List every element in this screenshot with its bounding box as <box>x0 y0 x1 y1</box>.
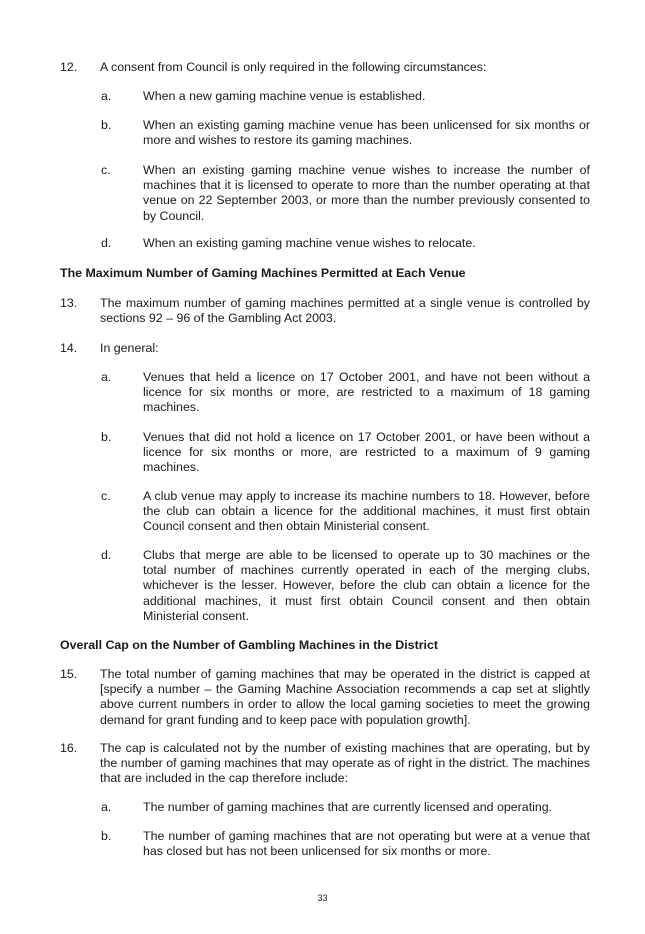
sub-item-text: When a new gaming machine venue is established. <box>143 89 426 103</box>
paragraph-number: 13. <box>60 296 78 310</box>
sub-item-14b <box>101 430 590 476</box>
page-number: 33 <box>317 893 328 903</box>
sub-item-letter: b. <box>101 430 112 444</box>
paragraph-number: 14. <box>60 341 78 355</box>
paragraph-text: In general: <box>100 341 159 355</box>
sub-item-letter: a. <box>101 800 112 814</box>
sub-item-text: When an existing gaming machine venue wishes to relocate. <box>143 236 476 250</box>
sub-item-text: When an existing gaming machine venue has been unlicensed for six months or more and wishes to restore its gaming machines. <box>143 118 590 148</box>
sub-item-text: Clubs that merge are able to be licensed to operate up to 30 machines or the total number of machines currently operated in each of the merging clubs, whichever is the lesser. However, before the club can obtain a licence for the additional machines, it must first obtain Council consent and then obtain Ministerial consent. <box>143 548 590 623</box>
paragraph-text: A consent from Council is only required in the following circumstances: <box>100 60 487 74</box>
sub-item-12c <box>101 163 590 224</box>
paragraph-text: The maximum number of gaming machines permitted at a single venue is controlled by sections 92 – 96 of the Gambling Act 2003. <box>100 296 590 326</box>
sub-item-16a <box>101 800 590 815</box>
sub-item-14c <box>101 489 590 535</box>
sub-item-text: A club venue may apply to increase its machine numbers to 18. However, before the club can obtain a licence for the additional machines, it must first obtain Council consent and then obtain Ministerial consent. <box>143 489 590 534</box>
paragraph-12 <box>60 60 590 75</box>
sub-item-12b <box>101 118 590 148</box>
paragraph-15 <box>60 667 590 728</box>
sub-item-16b <box>101 829 590 859</box>
sub-item-text: The number of gaming machines that are not operating but were at a venue that has closed but has not been unlicensed for six months or more. <box>143 829 590 859</box>
sub-item-letter: c. <box>101 163 111 177</box>
sub-item-14a <box>101 370 590 416</box>
sub-item-letter: d. <box>101 548 112 562</box>
sub-item-14d <box>101 548 590 624</box>
paragraph-text: The cap is calculated not by the number of existing machines that are operating, but by the number of gaming machines that may operate as of right in the district. The machines that are included in the cap therefore include: <box>100 741 590 786</box>
sub-item-text: The number of gaming machines that are currently licensed and operating. <box>143 800 553 814</box>
sub-item-12a <box>101 89 590 104</box>
sub-item-text: Venues that held a licence on 17 October 2001, and have not been without a licence for six months or more, are restricted to a maximum of 18 gaming machines. <box>143 370 590 415</box>
sub-item-letter: b. <box>101 829 112 843</box>
paragraph-14 <box>60 341 590 356</box>
sub-item-text: When an existing gaming machine venue wishes to increase the number of machines that it is licensed to operate to more than the number operating at that venue on 22 September 2003, or more than the number previously consented to by Council. <box>143 163 590 223</box>
section-heading-overall-cap: Overall Cap on the Number of Gambling Machines in the District <box>60 638 438 652</box>
paragraph-text: The total number of gaming machines that may be operated in the district is capped at [specify a number – the Gaming Machine Association recommends a cap set at slightly above current numbers in order to allow the local gaming societies to meet the growing demand for grant funding and to keep pace with population growth]. <box>100 667 590 727</box>
paragraph-16 <box>60 741 590 787</box>
sub-item-letter: a. <box>101 370 112 384</box>
paragraph-number: 16. <box>60 741 78 755</box>
section-heading-maximum-number: The Maximum Number of Gaming Machines Permitted at Each Venue <box>60 266 466 280</box>
sub-item-12d <box>101 236 590 251</box>
paragraph-number: 15. <box>60 667 78 681</box>
paragraph-13 <box>60 296 590 326</box>
sub-item-letter: a. <box>101 89 112 103</box>
sub-item-letter: d. <box>101 236 112 250</box>
sub-item-letter: c. <box>101 489 111 503</box>
sub-item-text: Venues that did not hold a licence on 17 October 2001, or have been without a licence for six months or more, are restricted to a maximum of 9 gaming machines. <box>143 430 590 475</box>
sub-item-letter: b. <box>101 118 112 132</box>
paragraph-number: 12. <box>60 60 78 74</box>
